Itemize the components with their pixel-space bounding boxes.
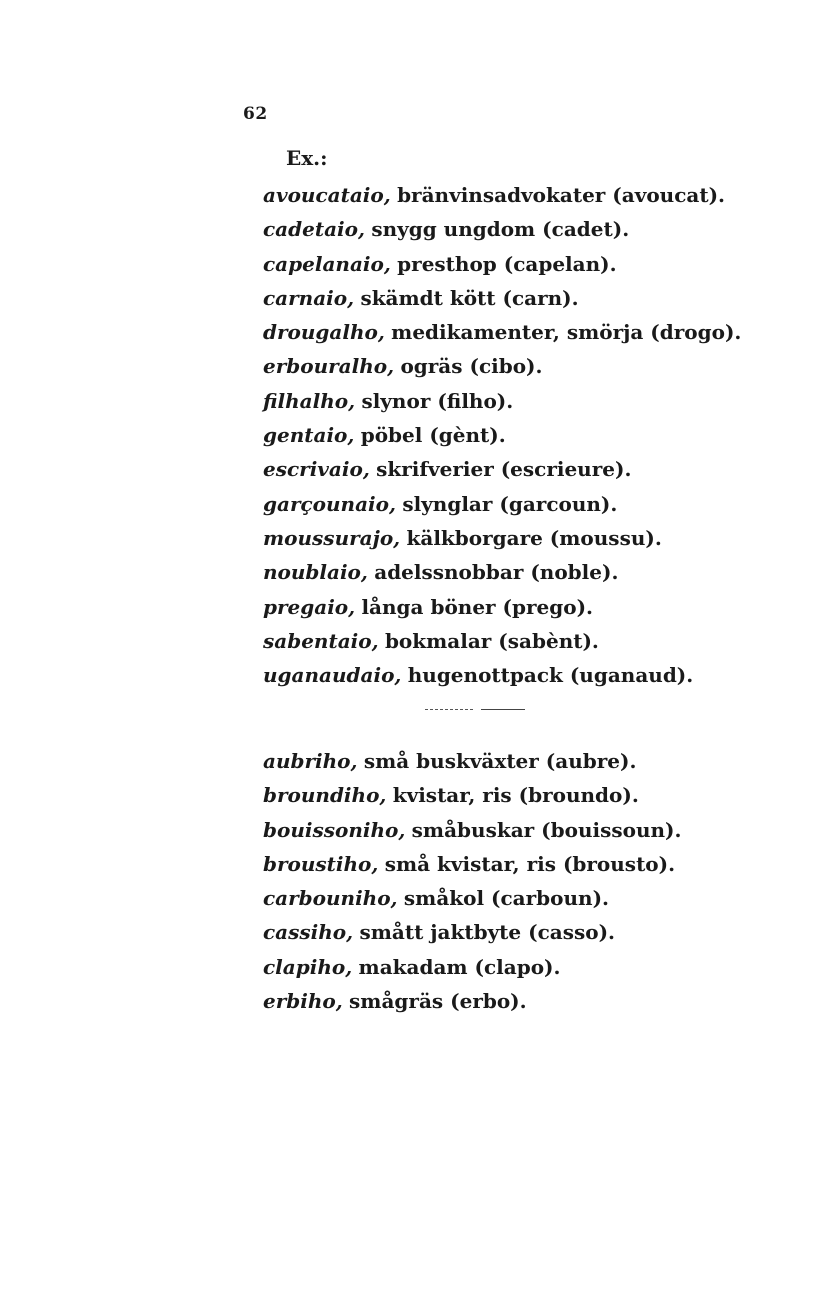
word-entry xyxy=(263,523,741,557)
entry-term: aubriho, xyxy=(263,749,358,773)
word-entry xyxy=(263,917,681,951)
entry-term: filhalho, xyxy=(263,388,356,413)
entry-term: erbiho, xyxy=(263,989,343,1014)
entry-gloss: slynor (filho). xyxy=(361,388,514,413)
entry-term: broustiho, xyxy=(263,851,379,876)
entry-term: gentaio, xyxy=(263,423,355,448)
entry-term: moussurajo, xyxy=(263,525,401,550)
entry-term: bouissoniho, xyxy=(263,817,406,842)
entry-gloss: skämdt kött (carn). xyxy=(360,285,579,310)
entry-gloss: småkol (carboun). xyxy=(403,886,609,911)
entry-term: uganaudaio, xyxy=(263,663,402,688)
word-entry xyxy=(263,386,741,420)
entry-term: clapiho, xyxy=(263,954,353,979)
entry-gloss: smågräs (erbo). xyxy=(349,989,527,1014)
word-entry xyxy=(263,986,681,1020)
entry-gloss: smått jaktbyte (casso). xyxy=(359,920,615,945)
page-number: 62 xyxy=(243,104,268,124)
word-entry xyxy=(263,815,681,849)
entry-term: carbouniho, xyxy=(263,886,398,911)
divider-solid-segment xyxy=(481,709,525,710)
entry-gloss: små buskväxter (aubre). xyxy=(363,749,637,773)
entry-gloss: små kvistar, ris (brousto). xyxy=(384,851,676,876)
word-entry xyxy=(263,780,681,814)
examples-label: Ex.: xyxy=(286,146,328,170)
entry-term: avoucataio, xyxy=(263,183,391,207)
word-entry xyxy=(263,849,681,883)
entry-gloss: kvistar, ris (broundo). xyxy=(392,783,639,808)
word-entry xyxy=(263,351,741,385)
entry-gloss: bokmalar (sabènt). xyxy=(384,628,599,653)
entry-gloss: ogräs (cibo). xyxy=(400,354,543,379)
word-entry xyxy=(263,214,741,248)
entry-gloss: pöbel (gènt). xyxy=(360,423,506,448)
entry-gloss: slynglar (garcoun). xyxy=(402,491,618,516)
entry-term: noublaio, xyxy=(263,560,368,585)
entry-gloss: skrifverier (escrieure). xyxy=(376,457,632,482)
entry-gloss: presthop (capelan). xyxy=(397,251,617,276)
entry-gloss: småbuskar (bouissoun). xyxy=(411,817,682,842)
entry-gloss: bränvinsadvokater (avoucat). xyxy=(397,183,726,207)
entry-gloss: långa böner (prego). xyxy=(361,594,594,619)
entry-term: pregaio, xyxy=(263,594,356,619)
entry-term: cadetaio, xyxy=(263,217,365,242)
entry-term: drougalho, xyxy=(263,320,385,345)
entry-term: cassiho, xyxy=(263,920,354,945)
entry-gloss: snygg ungdom (cadet). xyxy=(371,217,630,242)
entry-gloss: hugenottpack (uganaud). xyxy=(407,663,694,688)
word-entry xyxy=(263,592,741,626)
word-entry xyxy=(263,317,741,351)
word-entry xyxy=(263,283,741,317)
word-entry xyxy=(263,420,741,454)
entry-term: capelanaio, xyxy=(263,251,391,276)
entry-term: sabentaio, xyxy=(263,628,379,653)
entry-term: carnaio, xyxy=(263,285,355,310)
word-entry xyxy=(263,454,741,488)
word-entry xyxy=(263,489,741,523)
divider-dashed-segment xyxy=(425,709,473,710)
entry-gloss: makadam (clapo). xyxy=(358,954,561,979)
word-entry xyxy=(263,883,681,917)
section-divider xyxy=(425,709,525,711)
word-entry xyxy=(263,952,681,986)
word-entry xyxy=(263,180,741,214)
entry-gloss: medikamenter, smörja (drogo). xyxy=(391,320,742,345)
word-entry xyxy=(263,557,741,591)
entry-gloss: kälkborgare (moussu). xyxy=(406,525,662,550)
entry-gloss: adelssnobbar (noble). xyxy=(374,560,619,585)
word-entry xyxy=(263,660,741,694)
word-entry xyxy=(263,626,741,660)
word-entry xyxy=(263,249,741,283)
entry-term: garçounaio, xyxy=(263,491,396,516)
word-list-collective-suffix xyxy=(263,180,741,694)
entry-term: escrivaio, xyxy=(263,457,370,482)
entry-term: broundiho, xyxy=(263,783,387,808)
word-entry xyxy=(263,746,681,780)
entry-term: erbouralho, xyxy=(263,354,395,379)
word-list-diminutive-suffix xyxy=(263,746,681,1020)
